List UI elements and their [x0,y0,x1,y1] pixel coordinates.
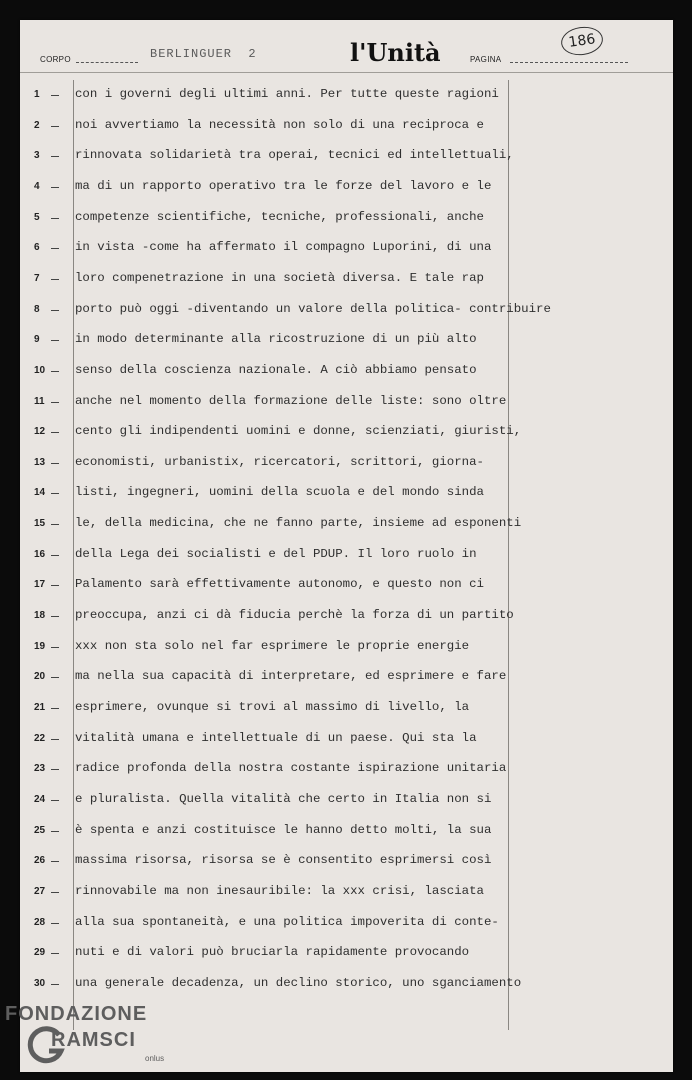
line-text: e pluralista. Quella vitalità che certo in Italia non si [75,791,492,806]
line-number-dash [51,432,59,433]
line-number-dash [51,923,59,924]
line-number: 6 [34,242,40,254]
line-text: una generale decadenza, un declino storico, uno sganciamento [75,975,522,990]
line-number: 19 [34,640,46,652]
line-number-dash [51,984,59,985]
line-number: 24 [34,793,46,805]
line-number-dash [51,371,59,372]
line-text: anche nel momento della formazione delle liste: sono oltre [75,393,507,408]
header-rule [20,72,673,73]
line-text: vitalità umana e intellettuale di un paese. Qui sta la [75,730,477,745]
line-number-dash [51,647,59,648]
watermark-suffix: onlus [145,1054,165,1063]
line-text: noi avvertiamo la necessità non solo di una reciproca e [75,117,484,132]
typed-line [20,331,673,351]
line-text: economisti, urbanistix, ricercatori, scrittori, giorna- [75,454,484,469]
typed-line [20,484,673,504]
typed-line [20,178,673,198]
typed-line [20,699,673,719]
line-text: cento gli indipendenti uomini e donne, scienziati, giuristi, [75,424,522,439]
typed-line [20,423,673,443]
typed-line [20,454,673,474]
line-text: radice profonda della nostra costante ispirazione unitaria [75,761,507,776]
line-text: rinnovabile ma non inesauribile: la xxx crisi, lasciata [75,883,484,898]
line-text: nuti e di valori può bruciarla rapidamente provocando [75,945,470,960]
line-text: esprimere, ovunque si trovi al massimo di livello, la [75,700,470,714]
line-number: 11 [34,395,45,407]
line-text: loro compenetrazione in una società diversa. E tale rap [75,270,484,285]
line-number-dash [51,524,59,525]
line-text: senso della coscienza nazionale. A ciò abbiamo pensato [75,362,477,377]
line-number-dash [51,953,59,954]
watermark-name-line1: FONDAZIONE [5,1003,148,1025]
line-number: 18 [34,610,46,622]
line-number: 5 [34,211,40,223]
typed-line [20,515,673,535]
line-text: rinnovata solidarietà tra operai, tecnici ed intellettuali, [75,148,514,163]
line-text: porto può oggi -diventando un valore della politica- contribuire [75,301,551,316]
masthead-logo: l'Unità [350,38,441,67]
pagina-label: PAGINA [470,55,502,64]
line-number: 13 [34,456,46,468]
typed-line [20,791,673,811]
line-number-dash [51,402,59,403]
line-text: della Lega dei socialisti e del PDUP. Il loro ruolo in [75,546,477,561]
typed-line [20,546,673,566]
typed-line [20,822,673,842]
typed-line [20,914,673,934]
typed-line [20,607,673,627]
typed-line [20,362,673,382]
line-text: con i governi degli ultimi anni. Per tutte queste ragioni [75,87,499,101]
typed-line [20,270,673,290]
line-number-dash [51,585,59,586]
corpo-label: CORPO [40,55,71,64]
typed-line [20,393,673,413]
line-number-dash [51,218,59,219]
line-text: in modo determinante alla ricostruzione di un più alto [75,332,477,347]
line-number: 16 [34,548,46,560]
line-number-dash [51,831,59,832]
line-number: 30 [34,977,46,989]
line-number: 10 [34,364,46,376]
line-number: 2 [34,119,40,131]
line-number-dash [51,616,59,617]
line-number: 7 [34,272,40,284]
line-number: 29 [34,947,46,959]
line-text: ma nella sua capacità di interpretare, ed esprimere e fare [75,669,507,684]
line-number-dash [51,248,59,249]
line-number: 14 [34,487,46,499]
typed-line [20,944,673,964]
watermark-name-line2: RAMSCI [51,1029,136,1051]
line-number: 17 [34,579,46,591]
line-text: preoccupa, anzi ci dà fiducia perchè la forza di un partito [75,608,514,623]
line-number-dash [51,892,59,893]
typed-line [20,638,673,658]
line-text: ma di un rapporto operativo tra le forze del lavoro e le [75,178,492,193]
typed-line [20,730,673,750]
typed-line [20,852,673,872]
line-number-dash [51,187,59,188]
line-number-dash [51,493,59,494]
line-number: 20 [34,671,46,683]
line-number-dash [51,769,59,770]
line-number: 26 [34,855,46,867]
line-number-dash [51,555,59,556]
typed-line [20,883,673,903]
line-number: 23 [34,763,46,775]
line-number: 15 [34,518,46,530]
line-text: è spenta e anzi costituisce le hanno detto molti, la sua [75,822,492,837]
typed-line [20,117,673,137]
typed-line [20,239,673,259]
line-number-dash [51,340,59,341]
line-text: competenze scientifiche, tecniche, professionali, anche [75,209,484,224]
line-text: Palamento sarà effettivamente autonomo, e questo non ci [75,577,484,592]
line-number: 27 [34,885,46,897]
fondazione-gramsci-watermark [5,1003,195,1078]
typed-line [20,760,673,780]
line-text: massima risorsa, risorsa se è consentito esprimersi così [75,853,492,868]
line-number-dash [51,739,59,740]
line-number: 25 [34,824,46,836]
typed-line [20,576,673,596]
line-number: 4 [34,180,40,192]
line-number: 28 [34,916,46,928]
line-number: 1 [34,89,40,100]
line-number: 21 [34,702,46,713]
line-number-dash [51,800,59,801]
line-number-dash [51,677,59,678]
handwritten-page-number: 186 [559,24,604,58]
line-number-dash [51,279,59,280]
line-number: 9 [34,334,40,346]
line-number-dash [51,463,59,464]
line-number-dash [51,156,59,157]
corpo-value: BERLINGUER 2 [150,47,257,61]
corpo-dashed-line [76,62,138,63]
typed-line [20,301,673,321]
typescript-page [20,20,673,1072]
line-number-dash [51,310,59,311]
line-text: le, della medicina, che ne fanno parte, insieme ad esponenti [75,516,522,531]
typed-line [20,147,673,167]
line-text: listi, ingegneri, uomini della scuola e del mondo sinda [75,485,484,500]
line-text: in vista -come ha affermato il compagno Luporini, di una [75,240,492,255]
pagina-dashed-line [510,62,628,63]
typed-line [20,209,673,229]
line-number: 8 [34,303,40,315]
line-number: 12 [34,426,46,438]
typed-line [20,668,673,688]
typed-line [20,86,673,106]
line-number-dash [51,126,59,127]
line-number-dash [51,861,59,862]
line-number: 3 [34,150,40,162]
line-number: 22 [34,732,46,744]
line-number-dash [51,708,59,709]
line-text: alla sua spontaneità, e una politica impoverita di conte- [75,914,499,929]
typed-line [20,975,673,995]
line-text: xxx non sta solo nel far esprimere le proprie energie [75,638,470,653]
line-number-dash [51,95,59,96]
